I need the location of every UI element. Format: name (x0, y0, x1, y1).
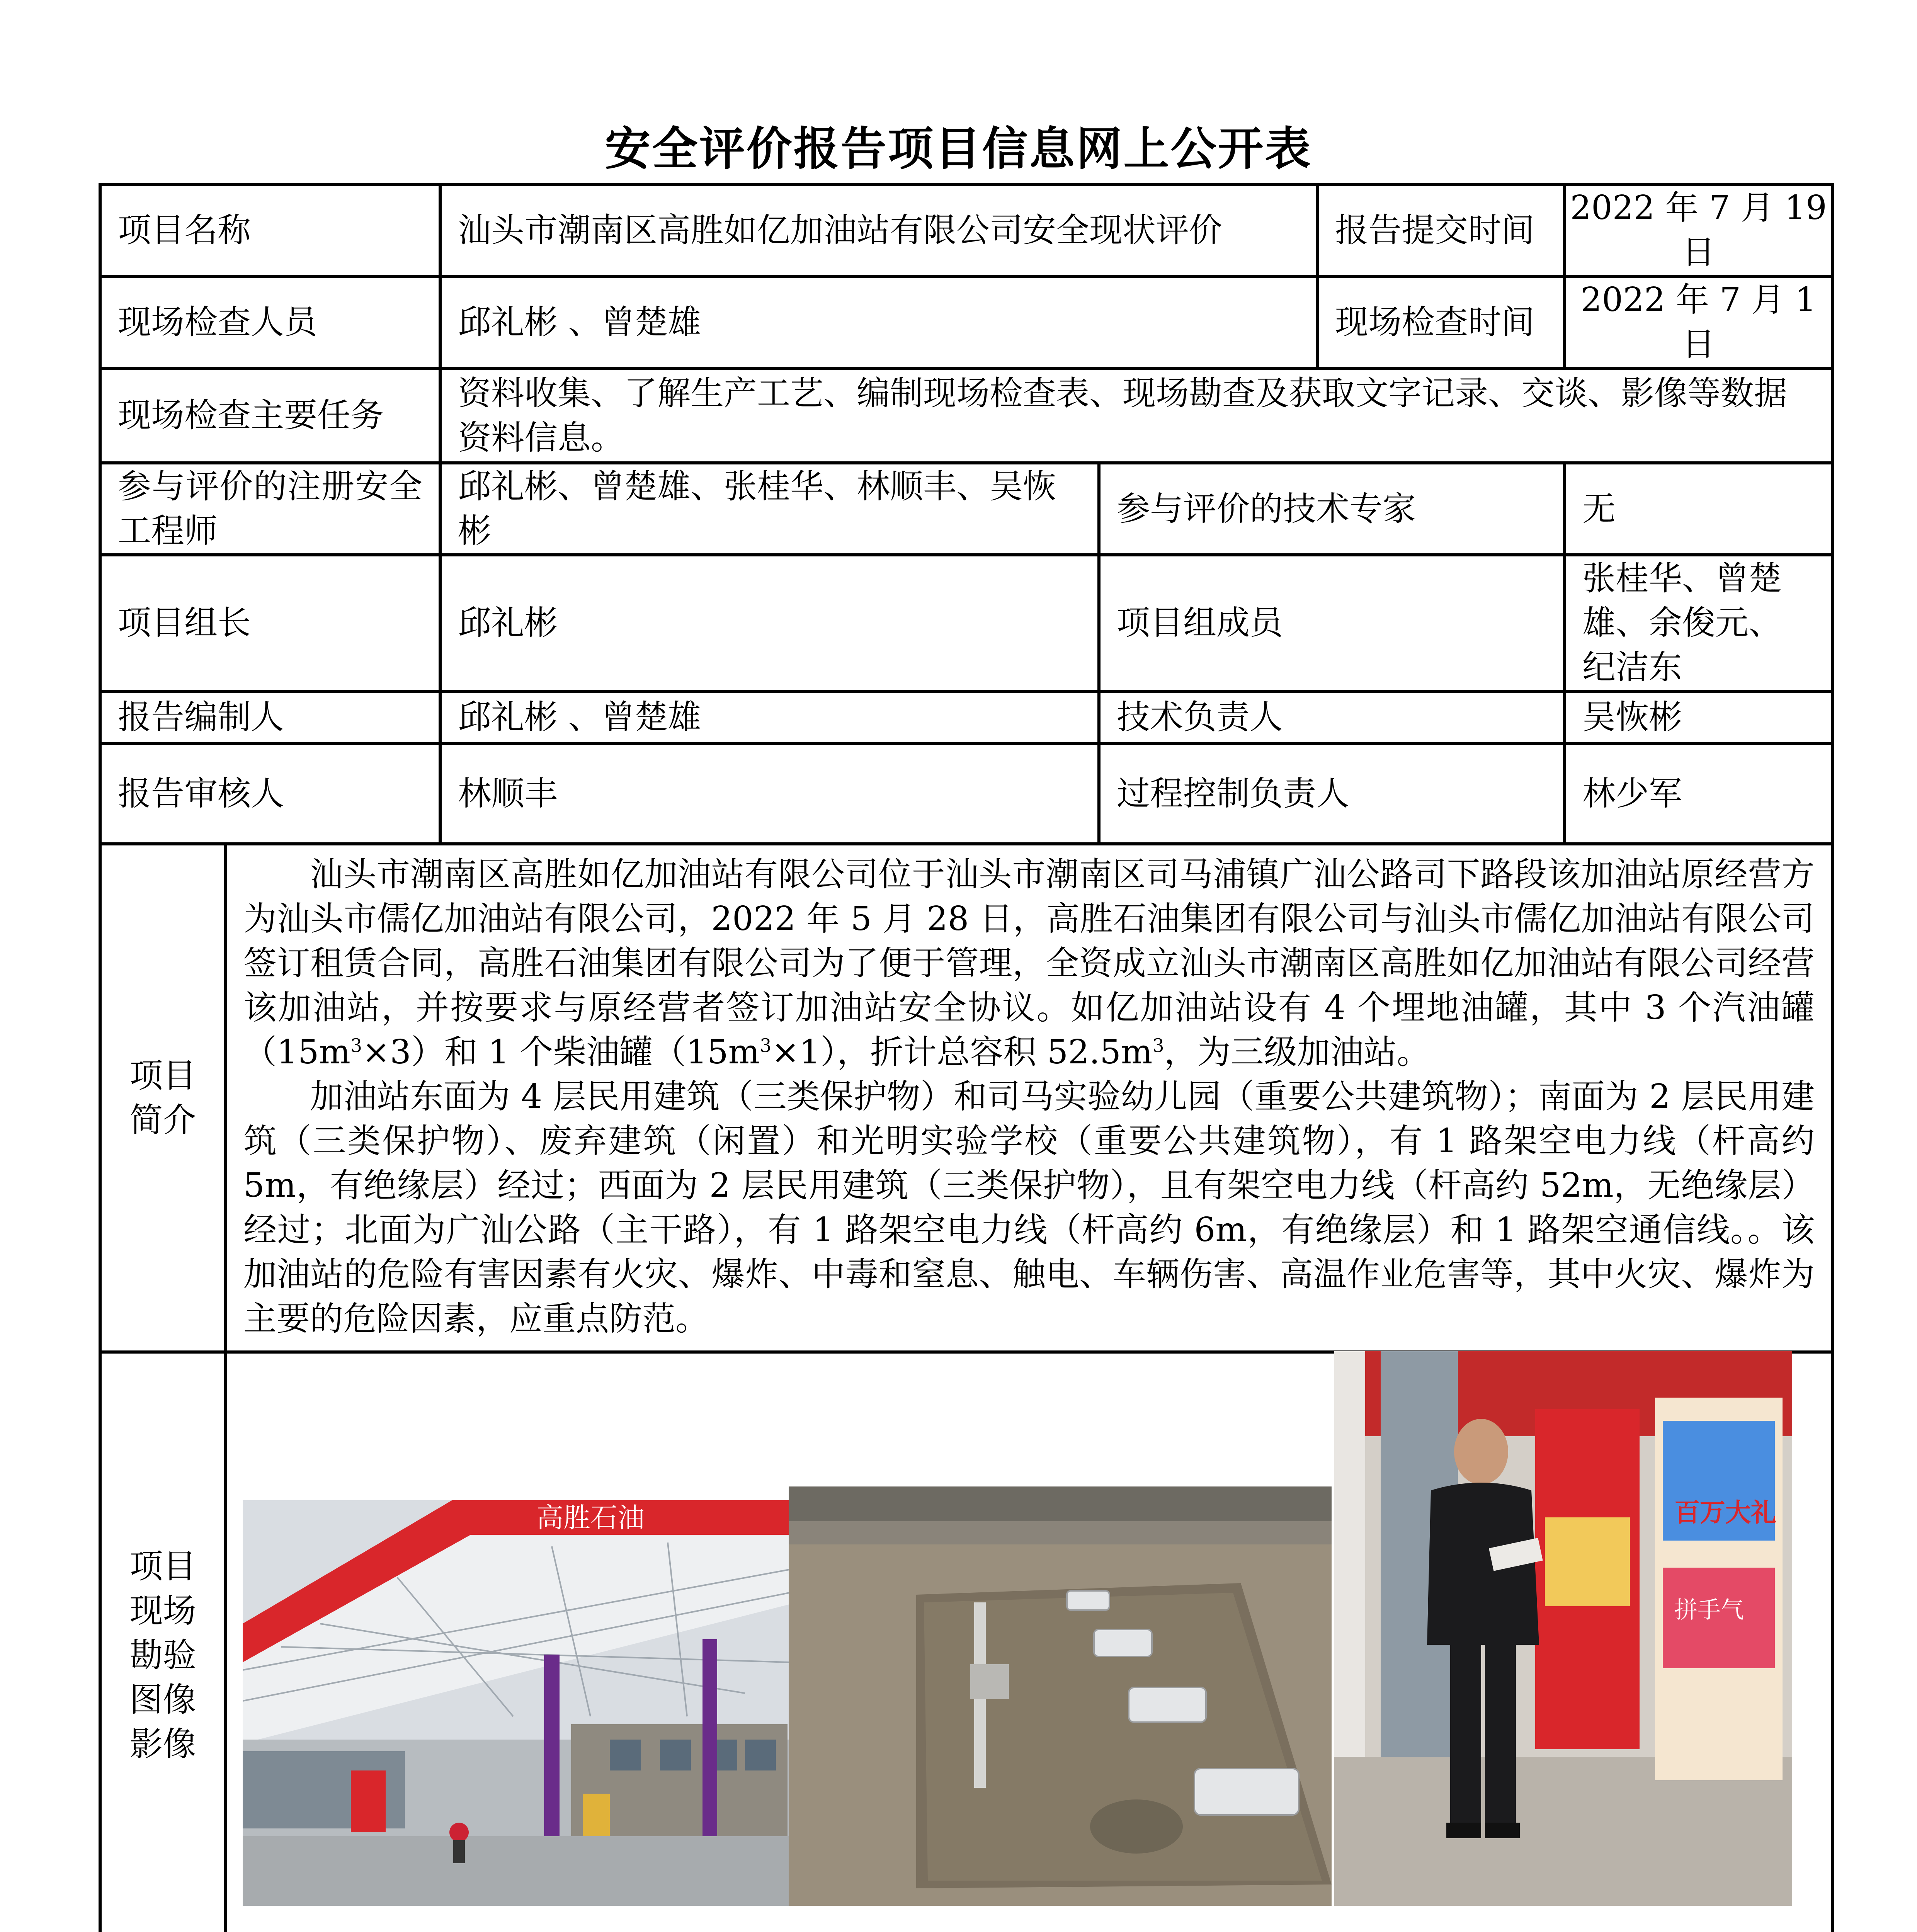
engineers-value: 邱礼彬、曾楚雄、张桂华、林顺丰、吴恢彬 (440, 463, 1099, 555)
intro-label (100, 844, 226, 1352)
intro-text (226, 844, 1832, 1352)
engineers-label: 参与评价的注册安全工程师 (100, 463, 440, 555)
row-project-name (100, 184, 1832, 276)
author-value: 邱礼彬 、曾楚雄 (440, 691, 1099, 743)
process-value: 林少军 (1565, 743, 1832, 844)
row-inspectors (100, 276, 1832, 368)
inspectors-value: 邱礼彬 、曾楚雄 (440, 276, 1317, 368)
inspector-photo (1334, 1351, 1792, 1906)
project-name-label: 项目名称 (100, 184, 440, 276)
reviewer-value: 林顺丰 (440, 743, 1099, 844)
station-canopy-photo (243, 1500, 789, 1906)
members-value: 张桂华、曾楚雄、余俊元、纪洁东 (1565, 555, 1832, 691)
process-label: 过程控制负责人 (1099, 743, 1565, 844)
expert-value: 无 (1565, 463, 1832, 555)
leader-value: 邱礼彬 (440, 555, 1099, 691)
task-label: 现场检查主要任务 (100, 368, 440, 463)
project-name-value: 汕头市潮南区高胜如亿加油站有限公司安全现状评价 (440, 184, 1317, 276)
expert-label: 参与评价的技术专家 (1099, 463, 1565, 555)
svg-text:拼手气: 拼手气 (1674, 1597, 1744, 1624)
intro-paragraph-2: 加油站东面为 4 层民用建筑（三类保护物）和司马实验幼儿园（重要公共建筑物）；南面为 2 层民用建筑（三类保护物）、废弃建筑（闲置）和光明实验学校（重要公共建筑物），有 1 路架空电力线（杆高约 5m，有绝缘层）经过；西面为 2 层民用建筑（三类保护物），且有架空电力线（杆高约 52m，无绝缘层）经过；北面为广汕公路（主干路），有 1 路架空电力线（杆高约 6m，有绝缘层）和 1 路架空通信线。。该加油站的危险有害因素有火灾、爆炸、中毒和窒息、触电、车辆伤害、高温作业危害等，其中火灾、爆炸为主要的危险因素，应重点防范。 (243, 1077, 1815, 1338)
leader-label: 项目组长 (100, 555, 440, 691)
row-site-photos (100, 1352, 1832, 1932)
site-photos-label: 项目 现场 勘验 图像 影像 (100, 1352, 226, 1932)
row-leader (100, 555, 1832, 691)
submit-time-value: 2022 年 7 月 19 日 (1565, 184, 1832, 276)
intro-paragraph-1: 汕头市潮南区高胜如亿加油站有限公司位于汕头市潮南区司马浦镇广汕公路司下路段该加油站原经营方为汕头市儒亿加油站有限公司，2022 年 5 月 28 日，高胜石油集团有限公司与汕头市儒亿加油站有限公司签订租赁合同，高胜石油集团有限公司为了便于管理，全资成立汕头市潮南区高胜如亿加油站有限公司经营该加油站，并按要求与原经营者签订加油站安全协议。如亿加油站设有 4 个埋地油罐，其中 3 个汽油罐$(15m^3\times 3)$和 1 个柴油罐$(15m^3\times 1)$，折计总容积 $52.5m^3$，为三级加油站。 (243, 855, 1815, 1071)
inspectors-label: 现场检查人员 (100, 276, 440, 368)
row-intro (100, 844, 1832, 1352)
page-title: 安全评价报告项目信息网上公开表 (605, 122, 1312, 175)
site-photos-cell (226, 1352, 1832, 1932)
row-reviewer (100, 743, 1832, 844)
intro-label-line: 简介 (129, 1100, 196, 1139)
underground-tanks-photo (789, 1486, 1332, 1906)
reviewer-label: 报告审核人 (100, 743, 440, 844)
author-label: 报告编制人 (100, 691, 440, 743)
task-value: 资料收集、了解生产工艺、编制现场检查表、现场勘查及获取文字记录、交谈、影像等数据资料信息。 (440, 368, 1832, 463)
row-author (100, 691, 1832, 743)
tech-head-label: 技术负责人 (1099, 691, 1565, 743)
inspection-date-value: 2022 年 7 月 1 日 (1565, 276, 1832, 368)
members-label: 项目组成员 (1099, 555, 1565, 691)
row-engineers (100, 463, 1832, 555)
intro-label-line: 项目 (129, 1056, 196, 1095)
canopy-sign: 高胜石油 (536, 1502, 645, 1534)
tech-head-value: 吴恢彬 (1565, 691, 1832, 743)
info-table (99, 183, 1834, 1932)
svg-text:百万大礼: 百万大礼 (1674, 1498, 1776, 1527)
submit-time-label: 报告提交时间 (1317, 184, 1565, 276)
inspection-date-label: 现场检查时间 (1317, 276, 1565, 368)
row-task (100, 368, 1832, 463)
